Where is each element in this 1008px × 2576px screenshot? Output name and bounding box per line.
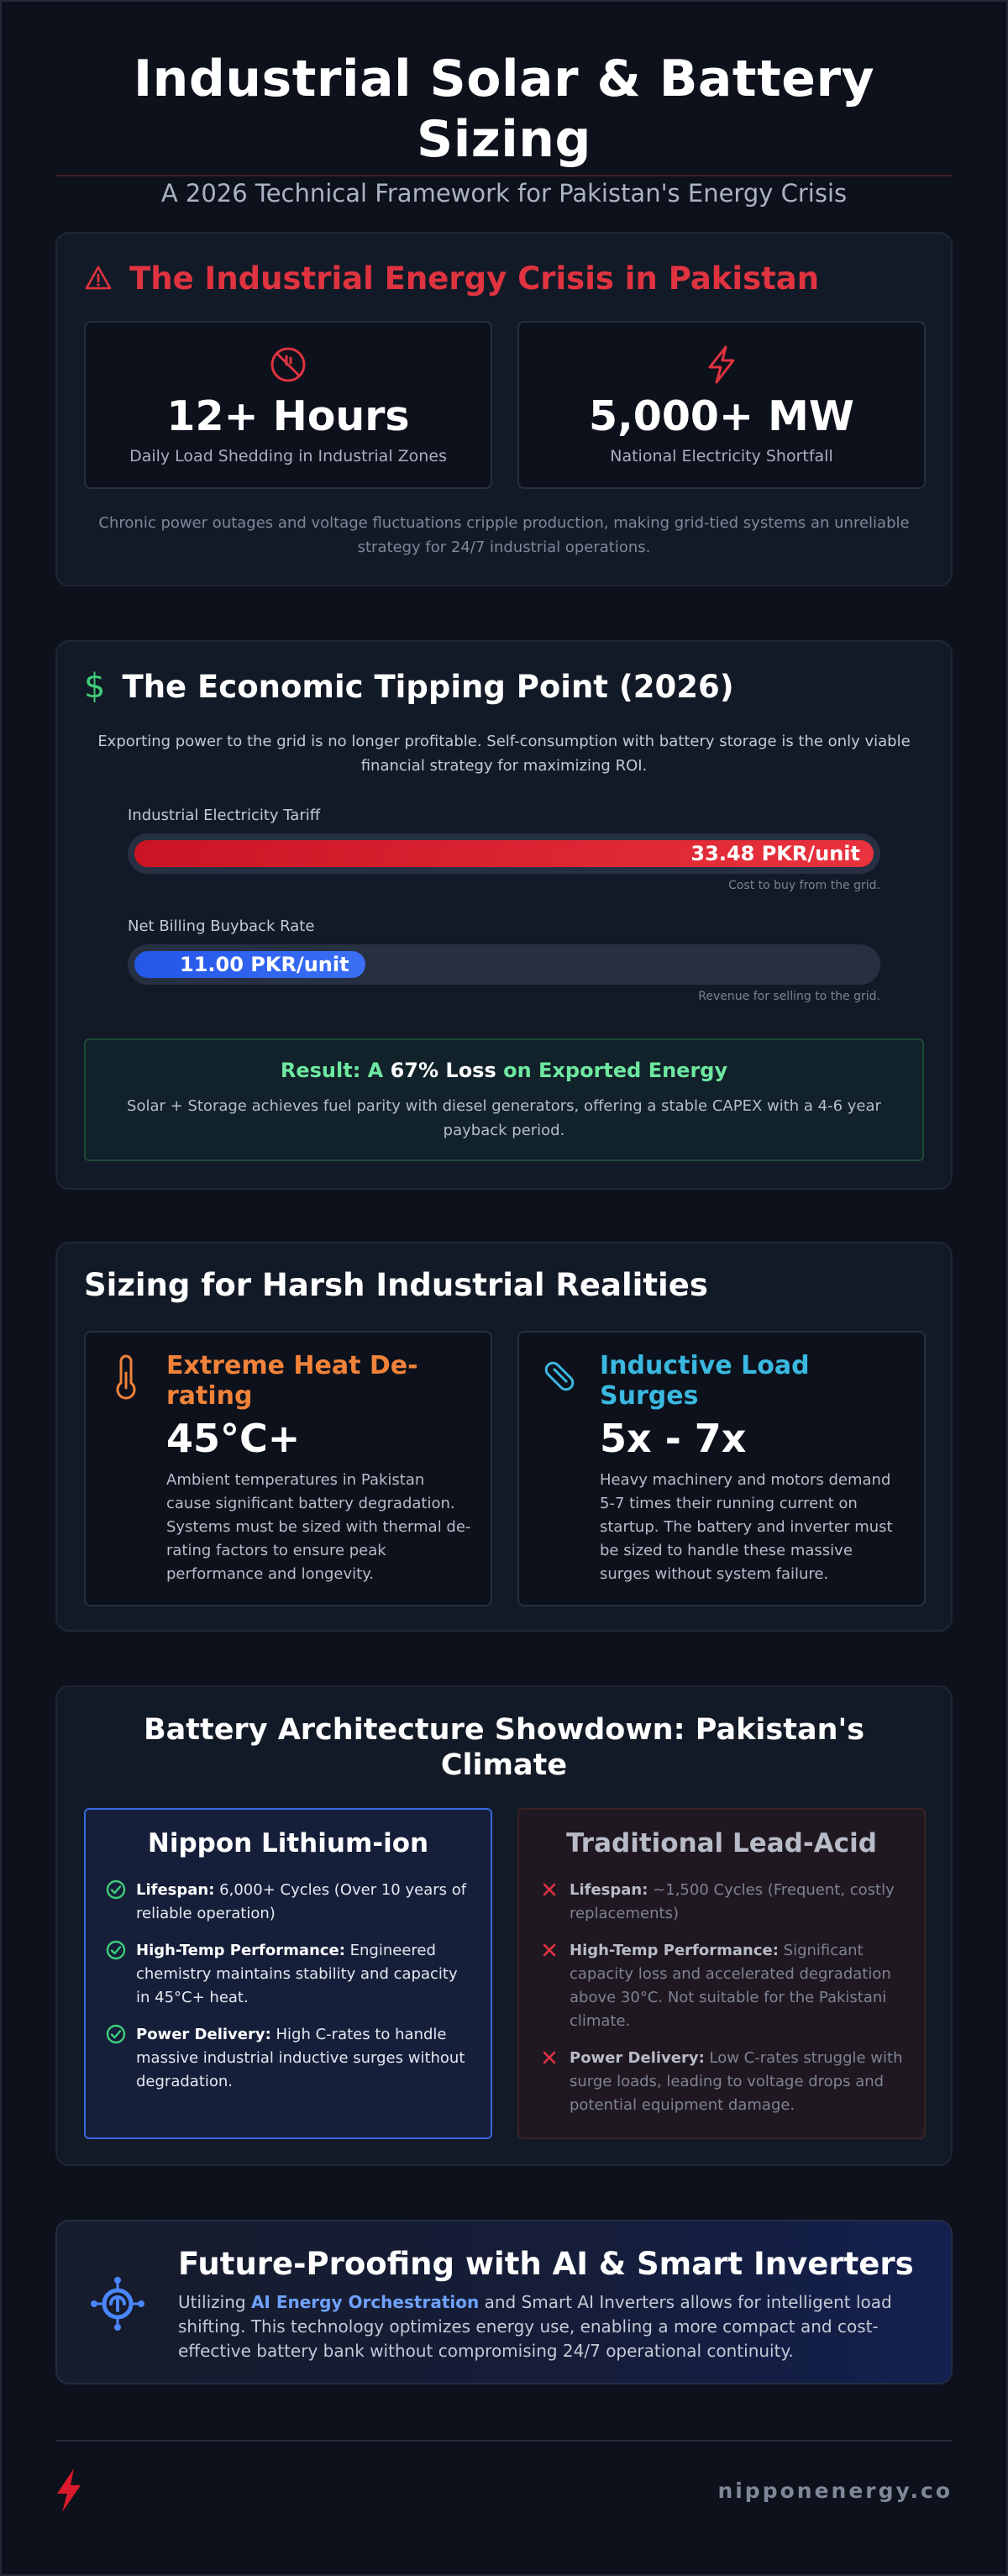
reality-value: 5x - 7x	[600, 1416, 747, 1461]
result-headline	[86, 1059, 922, 1082]
economics-intro: Exporting power to the grid is no longer profitable. Self-consumption with battery storage is the only viable financial strategy for maximizing ROI.	[97, 733, 911, 775]
crisis-heading	[84, 259, 819, 297]
cross-icon	[542, 1943, 557, 1958]
tariff-value: 33.48 PKR/unit	[690, 842, 860, 865]
item-text: Low C-rates struggle with surge loads, leading to voltage drops and potential equipment damage.	[570, 2049, 903, 2114]
item-text: Significant capacity loss and accelerated degradation above 30°C. Not suitable for the Pakistani climate.	[570, 1942, 891, 2030]
buyback-bar-fill	[134, 951, 365, 978]
thermometer-icon	[109, 1354, 143, 1401]
lightning-bolt-icon	[52, 2467, 86, 2514]
crisis-note: Chronic power outages and voltage fluctuations cripple production, making grid-tied systems an unreliable strategy for 24/7 industrial operations.	[98, 514, 910, 556]
future-section	[55, 2220, 953, 2384]
future-text	[178, 2290, 900, 2363]
result-box	[84, 1038, 924, 1161]
tariff-label: Industrial Electricity Tariff	[128, 807, 321, 824]
crisis-title: The Industrial Energy Crisis in Pakistan	[129, 260, 820, 297]
stat-caption: National Electricity Shortfall	[610, 447, 833, 465]
stat-card-shortfall	[517, 321, 926, 489]
item-text: High C-rates to handle massive industrial inductive surges without degradation.	[136, 2026, 465, 2090]
item-text: ~1,500 Cycles (Frequent, costly replacements)	[570, 1881, 895, 1922]
lithium-item	[106, 1879, 472, 1926]
showdown-title: Battery Architecture Showdown: Pakistan's Climate	[143, 1713, 865, 1782]
item-label: Power Delivery:	[136, 2026, 271, 2043]
reality-card-heat	[84, 1331, 492, 1606]
realities-title: Sizing for Harsh Industrial Realities	[84, 1266, 708, 1303]
buyback-note: Revenue for selling to the grid.	[698, 990, 880, 1003]
tariff-bar-track	[128, 833, 880, 874]
footer-site-link[interactable]: nipponenergy.co	[717, 2479, 953, 2503]
item-label: Lifespan:	[136, 1881, 215, 1899]
power-off-icon	[268, 344, 308, 385]
page-title: Industrial Solar & Battery Sizing	[133, 50, 875, 169]
realities-section	[55, 1242, 953, 1632]
tariff-bar-fill	[134, 840, 874, 867]
lithium-item	[106, 2023, 472, 2094]
reality-value: 45°C+	[166, 1416, 301, 1461]
ai-brain-icon	[86, 2272, 150, 2336]
lead-acid-heading: Traditional Lead-Acid	[566, 1828, 877, 1858]
check-circle-icon	[106, 1940, 126, 1960]
future-highlight: AI Energy Orchestration	[250, 2292, 480, 2312]
lithium-heading: Nippon Lithium-ion	[147, 1828, 429, 1858]
future-text-pre: Utilizing	[178, 2292, 246, 2312]
lead-acid-item	[539, 2047, 906, 2117]
economics-title: The Economic Tipping Point (2026)	[122, 668, 734, 705]
capsule-icon	[539, 1356, 580, 1396]
future-text-post: and Smart AI Inverters allows for intelligent load shifting. This technology optimizes energy use, enabling a more compact and cost-effective battery bank without compromising 24/7 operational continuity.	[178, 2292, 892, 2361]
page-header	[55, 49, 953, 208]
item-label: High-Temp Performance:	[570, 1942, 779, 1959]
check-circle-icon	[106, 2024, 126, 2044]
lead-acid-card	[517, 1808, 926, 2139]
cross-icon	[542, 1882, 557, 1897]
result-prefix: Result: A	[280, 1059, 384, 1082]
result-detail: Solar + Storage achieves fuel parity with diesel generators, offering a stable CAPEX with a 4-6 year payback period.	[127, 1097, 881, 1139]
lightning-bolt-icon	[703, 344, 740, 385]
item-label: High-Temp Performance:	[136, 1942, 345, 1959]
footer-divider	[55, 2440, 953, 2442]
lead-acid-item	[539, 1939, 906, 2033]
lithium-card	[84, 1808, 492, 2139]
stat-card-load-shedding	[84, 321, 492, 489]
check-circle-icon	[106, 1879, 126, 1900]
item-label: Lifespan:	[570, 1881, 648, 1899]
item-text: 6,000+ Cycles (Over 10 years of reliable operation)	[136, 1881, 467, 1922]
stat-value: 12+ Hours	[166, 392, 410, 440]
economics-section	[55, 640, 953, 1190]
reality-heading: Inductive Load Surges	[600, 1351, 810, 1411]
dollar-icon: $	[84, 667, 106, 706]
buyback-label: Net Billing Buyback Rate	[128, 917, 315, 935]
economics-heading	[84, 667, 734, 706]
result-highlight: 67% Loss	[390, 1059, 496, 1082]
tariff-note: Cost to buy from the grid.	[728, 879, 880, 892]
reality-text: Ambient temperatures in Pakistan cause significant battery degradation. Systems must be sized with thermal de-rating factors to ensure peak performance and longevity.	[166, 1471, 471, 1583]
showdown-section	[55, 1685, 953, 2166]
reality-text: Heavy machinery and motors demand 5-7 times their running current on startup. The battery and inverter must be sized to handle these massive surges without system failure.	[600, 1471, 893, 1583]
buyback-bar-track	[128, 944, 880, 985]
crisis-section	[55, 232, 953, 586]
item-label: Power Delivery:	[570, 2049, 705, 2067]
page-subtitle: A 2026 Technical Framework for Pakistan's Energy Crisis	[160, 179, 848, 208]
stat-value: 5,000+ MW	[589, 392, 854, 440]
cross-icon	[542, 2050, 557, 2065]
buyback-value: 11.00 PKR/unit	[180, 953, 349, 976]
reality-heading: Extreme Heat De-rating	[166, 1351, 418, 1411]
header-divider	[55, 175, 953, 176]
reality-card-surge	[517, 1331, 926, 1606]
result-suffix: on Exported Energy	[503, 1059, 728, 1082]
warning-icon	[84, 265, 113, 292]
lead-acid-item	[539, 1879, 906, 1926]
lithium-item	[106, 1939, 472, 2010]
item-text: Engineered chemistry maintains stability and capacity in 45°C+ heat.	[136, 1942, 458, 2006]
future-title: Future-Proofing with AI & Smart Inverters	[178, 2246, 914, 2282]
stat-caption: Daily Load Shedding in Industrial Zones	[129, 447, 447, 465]
